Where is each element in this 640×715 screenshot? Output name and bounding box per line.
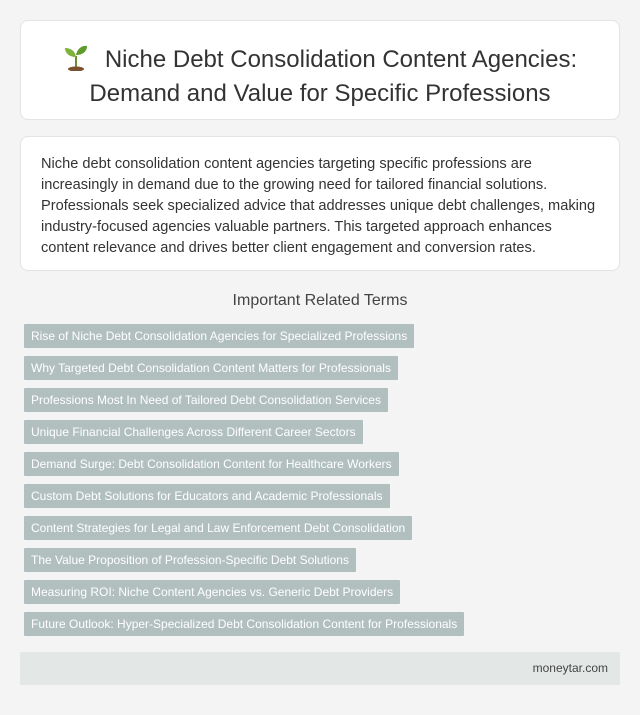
related-term-tag[interactable]: The Value Proposition of Profession-Specific Debt Solutions — [24, 548, 356, 572]
intro-card — [20, 136, 620, 271]
related-term-tag[interactable]: Professions Most In Need of Tailored Debt Consolidation Services — [24, 388, 388, 412]
related-term-tag[interactable]: Why Targeted Debt Consolidation Content Matters for Professionals — [24, 356, 398, 380]
footer-site-link[interactable]: moneytar.com — [532, 661, 608, 675]
related-term-tag[interactable]: Custom Debt Solutions for Educators and Academic Professionals — [24, 484, 390, 508]
intro-paragraph: Niche debt consolidation content agencies targeting specific professions are increasingly in demand due to the growing need for tailored financial solutions. Professionals seek specialized advice that addresses unique debt challenges, making industry-focused agencies valuable partners. This targeted approach enhances content relevance and drives better client engagement and conversion rates. — [41, 156, 596, 256]
related-term-tag[interactable]: Demand Surge: Debt Consolidation Content for Healthcare Workers — [24, 452, 399, 476]
title-card — [20, 20, 620, 120]
sprout-icon — [63, 43, 89, 71]
page-title-text: Niche Debt Consolidation Content Agencies: Demand and Value for Specific Professions — [89, 46, 578, 107]
related-term-tag[interactable]: Unique Financial Challenges Across Different Career Sectors — [24, 420, 363, 444]
footer — [20, 652, 620, 685]
related-terms-heading: Important Related Terms — [232, 292, 408, 309]
related-term-tag[interactable]: Rise of Niche Debt Consolidation Agencies for Specialized Professions — [24, 324, 414, 348]
related-terms-list — [24, 324, 624, 644]
page-title — [21, 43, 619, 111]
related-term-tag[interactable]: Content Strategies for Legal and Law Enforcement Debt Consolidation — [24, 516, 412, 540]
related-term-tag[interactable]: Measuring ROI: Niche Content Agencies vs. Generic Debt Providers — [24, 580, 400, 604]
related-term-tag[interactable]: Future Outlook: Hyper-Specialized Debt Consolidation Content for Professionals — [24, 612, 464, 636]
